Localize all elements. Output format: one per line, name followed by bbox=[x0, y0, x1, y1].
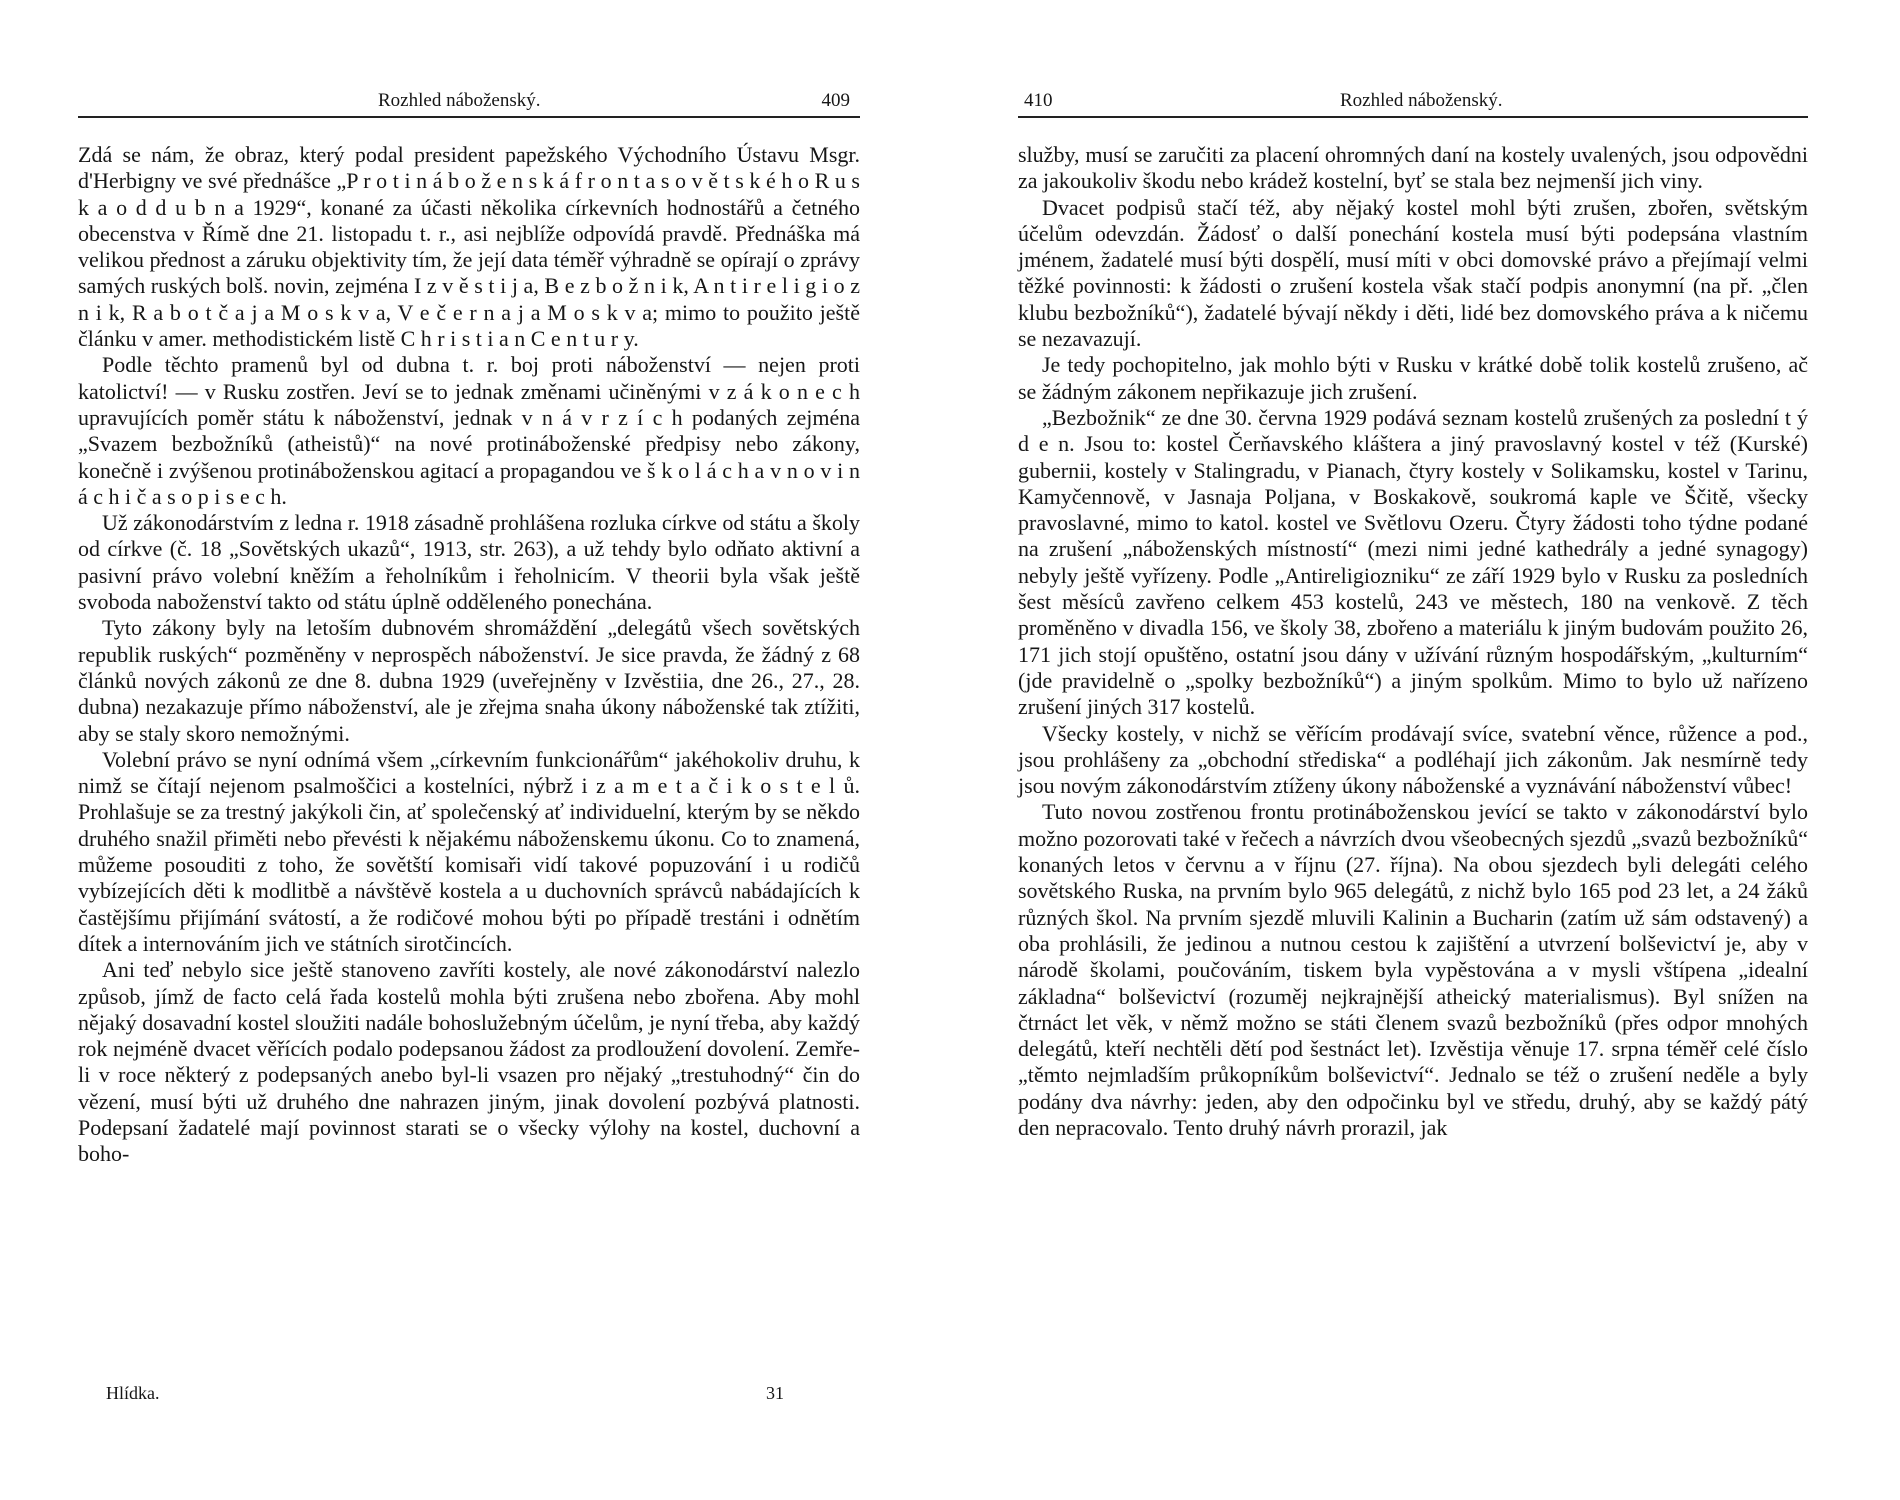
paragraph: Dvacet podpisů stačí též, aby nějaký kostel mohl býti zrušen, zbořen, světským účelům odevzdán. Žádosť o další ponechání kostela musí býti podepsána vlastním jménem, žadatelé musí býti dospělí, musí míti v obci domovské právo a přejímají velmi těžké povinnosti: k žádosti o zrušení kostela však stačí podpis anonymní (na př. „člen klubu bezbožníků“), žadatelé bývají někdy i děti, lidé bez domovského práva a k ničemu se nezavazují. bbox=[1018, 194, 1808, 352]
paragraph: Podle těchto pramenů byl od dubna t. r. boj proti náboženství — nejen proti katolictví! — v Rusku zostřen. Jeví se to jednak změnami učiněnými v z á k o n e c h upravujících poměr státu k náboženství, jednak v n á v r z í c h podaných zejména „Svazem bezbožníků (atheistů)“ na nové protináboženské předpisy nebo zákony, konečně i zvýšenou protináboženskou agitací a propagandou ve š k o l á c h a v n o v i n á c h i č a s o p i s e c h. bbox=[78, 352, 860, 509]
right-running-title: Rozhled náboženský. bbox=[1340, 90, 1503, 111]
footer-signature: Hlídka. bbox=[106, 1383, 160, 1403]
paragraph: Tyto zákony byly na letoším dubnovém shromáždění „delegátů všech sovětských republik ruských“ pozměněny v neprospěch náboženství. Je sice pravda, že žádný z 68 článků nových zákonů ze dne 8. dubna 1929 (uveřejněny v Izvěstiia, dne 26., 27., 28. dubna) nezakazuje přímo náboženství, ale je zřejma snaha úkony náboženské tak ztížiti, aby se staly skoro nemožnými. bbox=[78, 615, 860, 746]
left-body-text bbox=[78, 142, 860, 1168]
right-body-text bbox=[1018, 142, 1808, 1141]
left-running-head bbox=[78, 86, 860, 118]
left-running-title: Rozhled náboženský. bbox=[378, 90, 541, 111]
paragraph: Je tedy pochopitelno, jak mohlo býti v Rusku v krátké době tolik kostelů zrušeno, ač se žádným zákonem nepřikazuje jich zrušení. bbox=[1018, 352, 1808, 404]
paragraph: Už zákonodárstvím z ledna r. 1918 zásadně prohlášena rozluka církve od státu a školy od církve (č. 18 „Sovětských ukazů“, 1913, str. 263), a už tehdy bylo odňato aktivní a pasivní právo volební kněžím a řeholníkům i řeholnicím. V theorii byla však ještě svoboda naboženství takto od státu úplně odděleného ponechána. bbox=[78, 510, 860, 615]
paragraph: Volební právo se nyní odnímá všem „církevním funkcionářům“ jakéhokoliv druhu, k nimž se čítají nejenom psalmoščici a kostelníci, nýbrž i z a m e t a č i k o s t e l ů. Prohlašuje se za trestný jakýkoli čin, ať společenský ať individuelní, kterým by se někdo druhého snažil přiměti nebo převésti k nějakému náboženskemu úkonu. Co to znamená, můžeme posouditi z toho, že sovětští komisaři vidí takové popuzování i u rodičů vybízejících děti k modlitbě a návštěvě kostela a u duchovních správců nabádajících k častějšímu přijímání svátostí, a že rodičové mohou býti po případě trestáni i odnětím dítek a internováním jich ve státních sirotčincích. bbox=[78, 746, 860, 956]
left-page-number: 409 bbox=[821, 90, 850, 111]
right-running-head bbox=[1018, 86, 1808, 118]
left-footer bbox=[106, 1380, 860, 1406]
paragraph: „Bezbožnik“ ze dne 30. června 1929 podává seznam kostelů zrušených za poslední t ý d e n. Jsou to: kostel Čerňavského kláštera a jiný pravoslavný kostel v též (Kurské) gubernii, kostely v Stalingradu, v Pianach, čtyry kostely v Solikamsku, kostel v Tarinu, Kamyčennově, v Jasnaja Poljana, v Boskakově, soukromá kaple ve Ščitě, všecky pravoslavné, mimo to katol. kostel ve Světlovu Ozeru. Čtyry žádosti toho týdne podané na zrušení „náboženských místností“ (mezi nimi jedné kathedrály a jedné synagogy) nebyly ještě vyřízeny. Podle „Antireligiozniku“ ze září 1929 bylo v Rusku za posledních šest měsíců zavřeno celkem 453 kostelů, 243 ve městech, 180 na venkově. Z těch proměněno v divadla 156, ve školy 38, zbořeno a materiálu k jiným budovám použito 26, 171 jich stojí opuštěno, ostatní jsou dány v užívání různým hospodářským, „kulturním“ (jde pravidelně o „spolky bezbožníků“) a jiným spolkům. Mimo to bylo už nařízeno zrušení jiných 317 kostelů. bbox=[1018, 404, 1808, 720]
left-page bbox=[78, 0, 860, 1500]
paragraph: Tuto novou zostřenou frontu protináboženskou jevící se takto v zákonodárství bylo možno pozorovati také v řečech a návrzích dvou všeobecných sjezdů „svazů bezbožníků“ konaných letos v červnu a v říjnu (27. října). Na obou sjezdech byli delegáti celého sovětského Ruska, na prvním bylo 965 delegátů, z nichž bylo 165 pod 23 let, a 24 žáků různých škol. Na prvním sjezdě mluvili Kalinin a Bucharin (zatím už sám odstavený) a oba prohlásili, že jedinou a nutnou cestou k zajištění a utvrzení bolševictví je, aby v národě školami, poučováním, tiskem byla vypěstována a v mysli vštípena „idealní základna“ bolševictví (rozuměj nejkrajnější atheický materialismus). Byl snížen na čtrnáct let věk, v němž možno se státi členem svazů bezbožníků (přes odpor mnohých delegátů, kteří nechtěli dětí pod šestnáct let). Izvěstija věnuje 17. srpna téměř celé číslo „těmto nejmladším průkopníkům bolševictví“. Jednalo se též o zrušení neděle a byly podány dva návrhy: jeden, aby den odpočinku byl ve středu, druhý, aby se každý pátý den nepracovalo. Tento druhý návrh prorazil, jak bbox=[1018, 799, 1808, 1140]
right-page-number: 410 bbox=[1024, 90, 1053, 111]
paragraph: Ani teď nebylo sice ještě stanoveno zavříti kostely, ale nové zákonodárství nalezlo způsob, jímž de facto celá řada kostelů mohla býti zrušena nebo zbořena. Aby mohl nějaký dosavadní kostel sloužiti nadále bohoslužebným účelům, je nyní třeba, aby každý rok nejméně dvacet věřících podalo podepsanou žádost za prodloužení dovolení. Zemře-li v roce některý z podepsaných anebo byl-li vsazen pro nějaký „trestuhodný“ čin do vězení, musí býti už druhého dne nahrazen jiným, jinak dovolení pozbývá platnosti. Podepsaní žadatelé mají povinnost starati se o všecky výlohy na kostel, duchovní a boho- bbox=[78, 957, 860, 1167]
footer-sheet-number: 31 bbox=[766, 1383, 784, 1403]
right-page bbox=[1018, 0, 1808, 1500]
paragraph: služby, musí se zaručiti za placení ohromných daní na kostely uvalených, jsou odpovědni za jakoukoliv škodu nebo krádež kostelní, byť se stala bez nejmenší jich viny. bbox=[1018, 142, 1808, 194]
paragraph: Všecky kostely, v nichž se věřícím prodávají svíce, svatební věnce, růžence a pod., jsou prohlášeny za „obchodní střediska“ a podléhají jich zákonům. Jak nesmírně tedy jsou novým zákonodárstvím ztíženy úkony náboženské a vyznávání náboženství vůbec! bbox=[1018, 720, 1808, 799]
paragraph: Zdá se nám, že obraz, který podal president papežského Východního Ústavu Msgr. d'Herbigny ve své přednášce „P r o t i n á b o ž e n s k á f r o n t a s o v ě t s k é h o R u s k a o d d u b n a 1929“, konané za účasti několika církevních hodnostářů a četného obecenstva v Římě dne 21. listopadu t. r., asi nejblíže odpovídá pravdě. Přednáška má velikou přednost a záruku objektivity tím, že její data téměř výhradně se opírají o zprávy samých ruských bolš. novin, zejména I z v ě s t i j a, B e z b o ž n i k, A n t i r e l i g i o z n i k, R a b o t č a j a M o s k v a, V e č e r n a j a M o s k v a; mimo to použito ještě článku v amer. methodistickém listě C h r i s t i a n C e n t u r y. bbox=[78, 142, 860, 352]
